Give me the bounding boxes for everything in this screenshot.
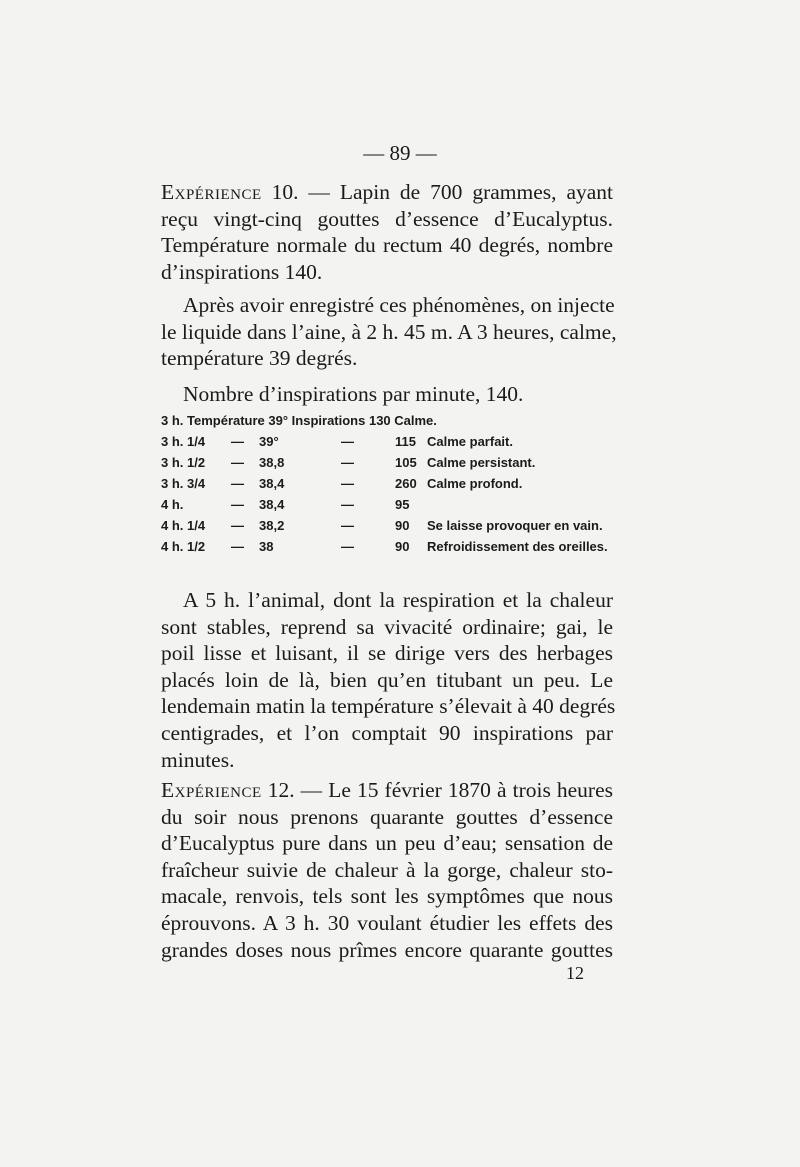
- inspirations-cell: 90: [395, 518, 410, 533]
- text-line: éprouvons. A 3 h. 30 voulant étudier les effets des: [161, 910, 613, 935]
- signature-mark: 12: [566, 963, 584, 983]
- observation-cell: Se laisse provoquer en vain.: [427, 518, 603, 533]
- temperature-cell: 39°: [259, 434, 279, 449]
- observation-cell: Refroidissement des oreilles.: [427, 539, 608, 554]
- ditto-dash: —: [231, 518, 244, 533]
- text-line: d’inspirations 140.: [161, 259, 323, 284]
- paragraph-recovery: [161, 587, 616, 773]
- table-row: [161, 452, 616, 473]
- text-line: poil lisse et luisant, il se dirige vers des herbages: [161, 641, 613, 666]
- ditto-dash: —: [341, 539, 354, 554]
- ditto-dash: —: [231, 455, 244, 470]
- time-cell: 3 h. 3/4: [161, 476, 206, 491]
- text-line: lendemain matin la température s’élevait à 40 degrés: [161, 694, 616, 719]
- experience-label: Expérience: [161, 778, 262, 802]
- paragraph-injection: [161, 292, 617, 372]
- table-row: [161, 494, 616, 515]
- text-line: reçu vingt-cinq gouttes d’essence d’Eucalyptus.: [161, 206, 613, 231]
- time-cell: 4 h.: [161, 497, 184, 512]
- temperature-cell: 38,4: [259, 497, 285, 512]
- text-line: centigrades, et l’on comptait 90 inspirations par: [161, 720, 613, 745]
- paragraph-inspirations: [161, 381, 613, 408]
- table-row: [161, 536, 616, 557]
- table-row: [161, 431, 616, 452]
- table-header-text: 3 h. Température 39° Inspirations 130 Calme.: [161, 413, 437, 428]
- temperature-cell: 38: [259, 539, 274, 554]
- text-line: température 39 degrés.: [161, 346, 358, 371]
- ditto-dash: —: [341, 518, 354, 533]
- text-line: grandes doses nous prîmes encore quarante gouttes: [161, 937, 613, 962]
- inspirations-cell: 90: [395, 539, 410, 554]
- observation-cell: Calme parfait.: [427, 434, 513, 449]
- paragraph-experience-12: [161, 777, 613, 963]
- temperature-cell: 38,4: [259, 476, 285, 491]
- page-number: — 89 —: [363, 141, 437, 165]
- ditto-dash: —: [231, 434, 244, 449]
- text-line: Température normale du rectum 40 degrés, nombre: [161, 233, 613, 258]
- inspirations-cell: 105: [395, 455, 417, 470]
- text-line: placés loin de là, bien qu’en titubant un peu. Le: [161, 667, 613, 692]
- observation-table: [161, 410, 616, 557]
- text-line: Expérience 12. — Le 15 février 1870 à trois heures: [161, 778, 613, 802]
- text-line: d’Eucalyptus pure dans un peu d’eau; sensation de: [161, 831, 613, 856]
- ditto-dash: —: [341, 455, 354, 470]
- observation-cell: Calme profond.: [427, 476, 523, 491]
- ditto-dash: —: [341, 476, 354, 491]
- text-line: le liquide dans l’aine, à 2 h. 45 m. A 3 heures, calme,: [161, 319, 617, 344]
- observation-cell: Calme persistant.: [427, 455, 536, 470]
- time-cell: 4 h. 1/4: [161, 518, 206, 533]
- ditto-dash: —: [341, 497, 354, 512]
- text-line: Après avoir enregistré ces phénomènes, on injecte: [183, 293, 615, 317]
- time-cell: 3 h. 1/2: [161, 455, 206, 470]
- experience-label: Expérience: [161, 180, 262, 204]
- text-line: A 5 h. l’animal, dont la respiration et la chaleur: [183, 588, 613, 612]
- ditto-dash: —: [231, 476, 244, 491]
- temperature-cell: 38,8: [259, 455, 285, 470]
- text-line: Nombre d’inspirations par minute, 140.: [183, 382, 524, 406]
- ditto-dash: —: [231, 539, 244, 554]
- table-row: [161, 515, 616, 536]
- inspirations-cell: 95: [395, 497, 410, 512]
- text-line: sont stables, reprend sa vivacité ordinaire; gai, le: [161, 614, 613, 639]
- ditto-dash: —: [341, 434, 354, 449]
- text-line: fraîcheur suivie de chaleur à la gorge, chaleur sto-: [161, 857, 613, 882]
- time-cell: 4 h. 1/2: [161, 539, 206, 554]
- inspirations-cell: 260: [395, 476, 417, 491]
- time-cell: 3 h. 1/4: [161, 434, 206, 449]
- text-line: du soir nous prenons quarante gouttes d’essence: [161, 804, 613, 829]
- paragraph-experience-10: [161, 179, 613, 285]
- inspirations-cell: 115: [395, 434, 416, 449]
- text-line: macale, renvois, tels sont les symptômes que nous: [161, 884, 613, 909]
- temperature-cell: 38,2: [259, 518, 285, 533]
- table-header-row: [161, 410, 616, 431]
- table-row: [161, 473, 616, 494]
- text-line: Expérience 10. — Lapin de 700 grammes, ayant: [161, 180, 613, 204]
- ditto-dash: —: [231, 497, 244, 512]
- text-line: minutes.: [161, 747, 235, 772]
